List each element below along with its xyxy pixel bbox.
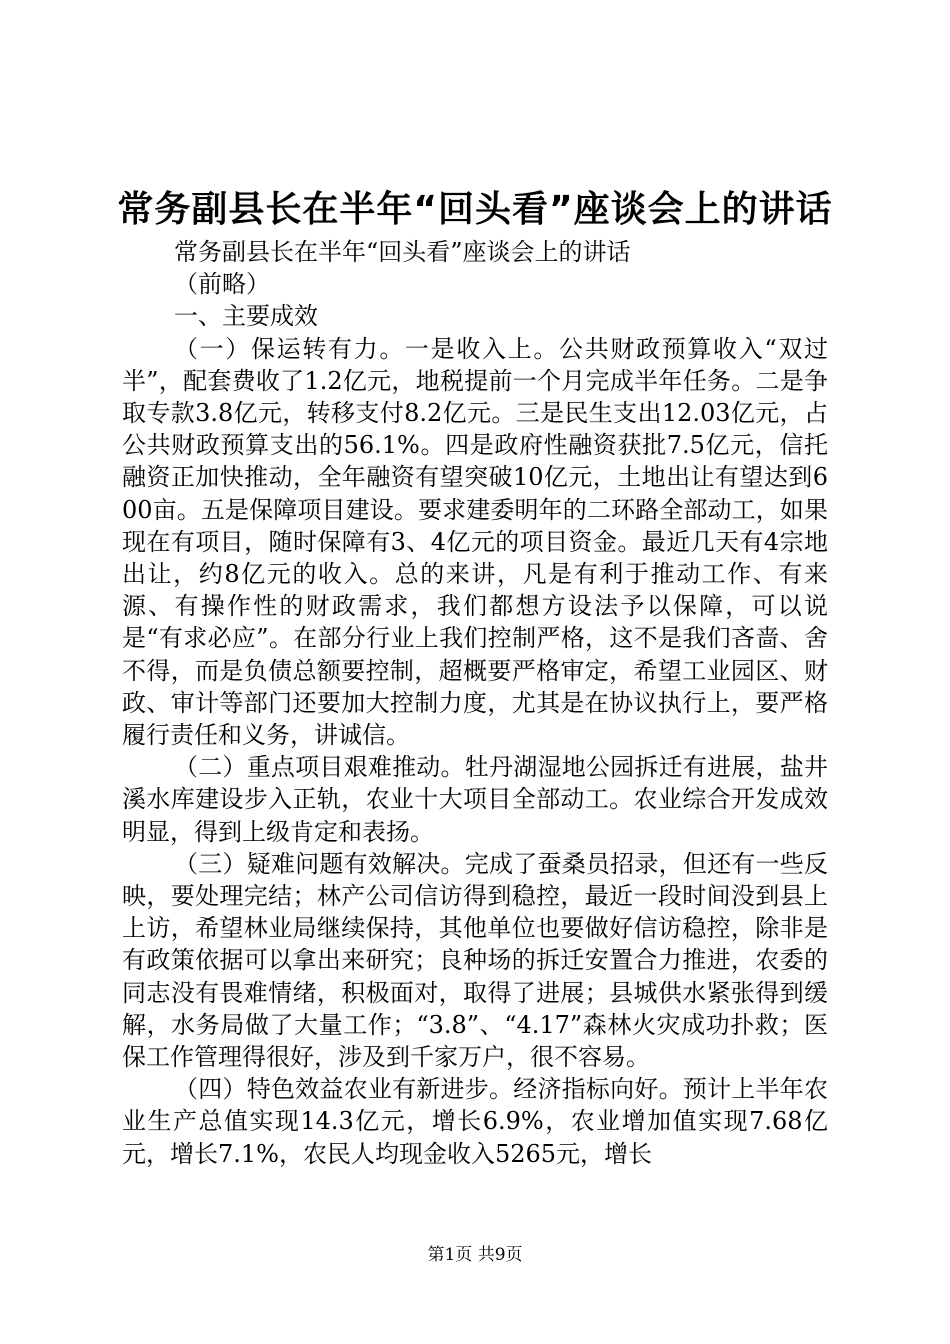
section-heading: 一、主要成效 xyxy=(174,302,318,331)
document-title: 常务副县长在半年“回头看”座谈会上的讲话 xyxy=(117,189,833,230)
paragraph-3: （三）疑难问题有效解决。完成了蚕桑员招录，但还有一些反映，要处理完结；林产公司信访得到稳控，最近一段时间没到县上上访，希望林业局继续保持，其他单位也要做好信访稳控，除非是有政策依据可以拿出来研究；良种场的拆迁安置合力推进，农委的同志没有畏难情绪，积极面对，取得了进展；县城供水紧张得到缓解，水务局做了大量工作；“3.8”、“4.17”森林火灾成功扑救；医保工作管理得很好，涉及到千家万户，很不容易。 xyxy=(122,849,828,1072)
preface-omitted: （前略） xyxy=(174,270,270,299)
document-body xyxy=(122,236,828,1170)
paragraph-4: （四）特色效益农业有新进步。经济指标向好。预计上半年农业生产总值实现14.3亿元，增长6.9%，农业增加值实现7.68亿元，增长7.1%，农民人均现金收入5265元，增长 xyxy=(122,1075,828,1168)
subtitle-paragraph: 常务副县长在半年“回头看”座谈会上的讲话 xyxy=(174,238,631,266)
paragraph-2: （二）重点项目艰难推动。牡丹湖湿地公园拆迁有进展，盐井溪水库建设步入正轨，农业十大项目全部动工。农业综合开发成效明显，得到上级肯定和表扬。 xyxy=(122,753,828,846)
page-number-footer: 第1页 共9页 xyxy=(427,1245,523,1265)
paragraph-1: （一）保运转有力。一是收入上。公共财政预算收入“双过半”，配套费收了1.2亿元，地税提前一个月完成半年任务。二是争取专款3.8亿元，转移支付8.2亿元。三是民生支出12.03亿元，占公共财政预算支出的56.1%。四是政府性融资获批7.5亿元，信托融资正加快推动，全年融资有望突破10亿元，土地出让有望达到600亩。五是保障项目建设。要求建委明年的二环路全部动工，如果现在有项目，随时保障有3、4亿元的项目资金。最近几天有4宗地出让，约8亿元的收入。总的来讲，凡是有利于推动工作、有来源、有操作性的财政需求，我们都想方设法予以保障，可以说是“有求必应”。在部分行业上我们控制严格，这不是我们吝啬、舍不得，而是负债总额要控制，超概要严格审定，希望工业园区、财政、审计等部门还要加大控制力度，尤其是在协议执行上，要严格履行责任和义务，讲诚信。 xyxy=(122,334,828,750)
